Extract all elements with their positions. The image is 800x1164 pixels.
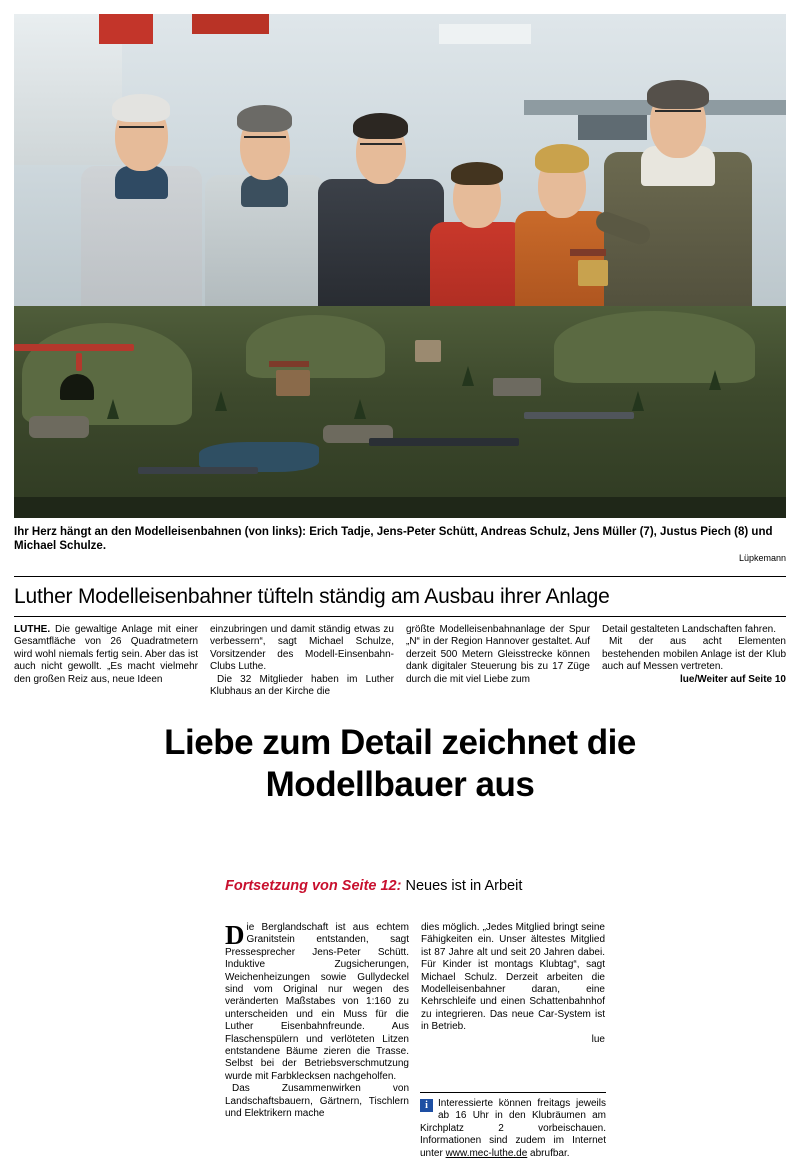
photo-layout-train-2 xyxy=(138,467,258,474)
photo-person-3-hair xyxy=(353,113,408,139)
top-article-col1-text: Die gewaltige Anlage mit einer Gesamtfläche von 26 Quadratmetern wird wohl niemals fertig sein. Aber das ist auch nicht gewollt. „Es macht vielmehr den großen Reiz aus, neue Ideen xyxy=(14,624,198,685)
photo-layout-building-2 xyxy=(415,340,441,362)
top-article-column-3 xyxy=(406,624,590,698)
page-title: Luther Modelleisenbahner tüfteln ständig am Ausbau ihrer Anlage xyxy=(14,585,610,608)
bottom-article-column-1 xyxy=(225,922,409,1121)
photo-person-3-glasses xyxy=(360,143,402,150)
photo-layout-building-1 xyxy=(276,370,310,396)
photo-credit: Lüpkemann xyxy=(738,553,786,563)
article-photo xyxy=(14,14,786,518)
photo-layout-tree-5 xyxy=(632,391,644,411)
photo-layout-tree-1 xyxy=(107,399,119,419)
info-box xyxy=(420,1098,606,1160)
photo-person-6 xyxy=(601,54,755,341)
top-article-col4-paragraph-1: Detail gestalteten Landschaften fahren. xyxy=(602,624,777,635)
bottom-article-column-2 xyxy=(421,922,605,1121)
dateline-label: LUTHE. xyxy=(14,624,51,635)
photo-layout-bridge xyxy=(14,344,134,351)
photo-person-2-hair xyxy=(237,105,292,132)
top-article-col4-paragraph-2: Mit der aus acht Elementen bestehenden mobilen Anlage ist der Klub auch auf Messen vertreten. xyxy=(602,636,786,673)
drop-cap: D xyxy=(225,920,245,950)
photo-person-1-hair xyxy=(112,94,170,121)
divider-below-headline xyxy=(14,616,786,617)
subheadline xyxy=(225,878,645,894)
top-article-column-4 xyxy=(602,624,786,698)
divider-above-headline xyxy=(14,576,786,577)
subheadline-text: Neues ist in Arbeit xyxy=(401,878,523,894)
main-headline: Liebe zum Detail zeichnet die Modellbauer aus xyxy=(164,723,636,804)
photo-layout-train-3 xyxy=(524,412,634,419)
top-article-col2-paragraph-2: Die 32 Mitglieder haben im Luther Klubhaus an der Kirche die xyxy=(210,673,394,698)
photo-layout-hill-right xyxy=(554,311,755,383)
bottom-article-columns xyxy=(225,922,605,1121)
photo-person-2 xyxy=(199,73,330,342)
photo-layout-house-in-hand xyxy=(578,260,608,286)
photo-layout-tree-6 xyxy=(709,370,721,390)
top-article-column-2 xyxy=(210,624,394,698)
top-article-continuation-note: lue/Weiter auf Seite 10 xyxy=(680,673,786,685)
photo-layout-tree-2 xyxy=(215,391,227,411)
photo-layout-building-1-roof xyxy=(269,361,309,367)
bottom-article-col1-paragraph-1 xyxy=(225,922,409,1083)
info-box-link[interactable]: www.mec-luthe.de xyxy=(445,1147,528,1159)
photo-canvas xyxy=(14,14,786,518)
photo-layout-building-3 xyxy=(493,378,541,396)
bottom-article-col1-paragraph-2: Das Zusammenwirken von Landschaftsbauern, Gärtnern, Tischlern und Elektrikern mache xyxy=(225,1083,409,1120)
photo-layout-tree-3 xyxy=(354,399,366,419)
photo-caption: Ihr Herz hängt an den Modelleisenbahnen (von links): Erich Tadje, Jens-Peter Schütt, Andreas Schulz, Jens Müller (7), Justus Piech (8) und Michael Schulze. xyxy=(14,526,773,552)
photo-person-6-hair xyxy=(647,80,709,109)
photo-person-1 xyxy=(76,67,207,342)
photo-layout-bridge-pier xyxy=(76,353,82,371)
top-article-col1-paragraph xyxy=(14,624,198,686)
photo-person-4-hair xyxy=(451,162,503,185)
photo-person-6-glasses xyxy=(655,110,701,117)
photo-layout-house-in-hand-roof xyxy=(570,249,606,256)
top-article-columns xyxy=(14,624,786,698)
info-box-text-before-link: Interessierte können freitags jeweils ab 16 Uhr in den Klubräumen am Kirchplatz 2 vorbeischauen. Informationen sind zudem im Internet unter xyxy=(420,1098,606,1159)
photo-layout-tree-4 xyxy=(462,366,474,386)
photo-person-2-glasses xyxy=(244,136,286,143)
bottom-article-col2-paragraph: dies möglich. „Jedes Mitglied bringt seine Fähigkeiten ein. Unser ältestes Mitglied ist 87 Jahre alt und seit 20 Jahren dabei. Für Kinder ist montags Klubtag“, sagt Michael Schulz. Derzeit arbeiten die Modelleisenbahner daran, eine Kehrschleife und einen Schattenbahnhof zu integrieren. Das neue Car-System ist in Betrieb. xyxy=(421,922,605,1033)
photo-layout-train-1 xyxy=(369,438,519,446)
info-icon: i xyxy=(420,1099,433,1112)
photo-layout-rock-1 xyxy=(29,416,89,438)
top-article-col3-paragraph: größte Modelleisenbahnanlage der Spur „N“ in der Region Hannover gestaltet. Auf derzeit 500 Metern Gleisstrecke können dank digitaler Steuerung bis zu 17 Züge durch die mit viel Liebe zum xyxy=(406,624,590,685)
top-article-col2-paragraph-1: einzubringen und damit ständig etwas zu verbessern“, sagt Michael Schulze, Vorsitzender des Modell-Einsenbahn-Clubs Luthe. xyxy=(210,624,394,673)
info-box-divider xyxy=(420,1092,606,1093)
photo-person-5-hair xyxy=(535,144,589,173)
top-article-column-1 xyxy=(14,624,198,698)
photo-person-1-glasses xyxy=(119,126,164,133)
photo-people-group xyxy=(14,29,786,341)
bottom-article-byline: lue xyxy=(591,1033,605,1045)
info-box-text-after-link: abrufbar. xyxy=(527,1147,570,1159)
photo-layout-hill-mid xyxy=(246,315,385,379)
bottom-article-col1-text: ie Berglandschaft ist aus echtem Granitstein entstanden, sagt Pressesprecher Jens-Peter Schütt. Induktive Zugsicherungen, Weichenheizungen sowie Gullydeckel sind vom Original nur wegen des veränderten Maßstabes von 1:160 zu unterscheiden und ein Muss für die Luther Eisenbahnfreunde. Aus Flaschenspülern und verlöteten Litzen entstandene Bäume zieren die Trasse. Selbst bei der Betriebsverschmutzung wurde mit Farbklecksen nachgeholfen. xyxy=(225,922,409,1082)
continuation-label: Fortsetzung von Seite 12: xyxy=(225,878,402,894)
photo-model-layout xyxy=(14,306,786,518)
photo-layout-table-edge xyxy=(14,497,786,518)
